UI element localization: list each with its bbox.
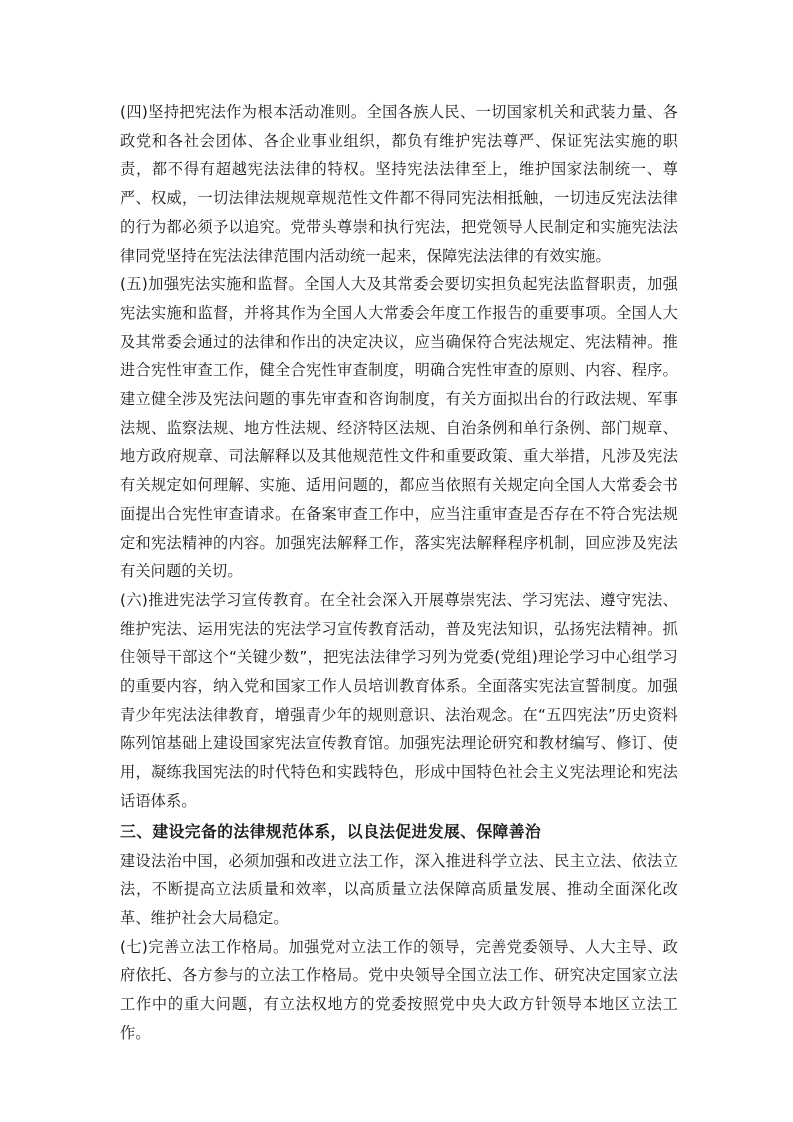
paragraph-principle-five: (五)加强宪法实施和监督。全国人大及其常委会要切实担负起宪法监督职责，加强宪法实施和监督，并将其作为全国人大常委会年度工作报告的重要事项。全国人大及其常委会通过的法律和作出的决定决议，应当确保符合宪法规定、宪法精神。推进合宪性审查工作，健全合宪性审查制度，明确合宪性审查的原则、内容、程序。建立健全涉及宪法问题的事先审查和咨询制度，有关方面拟出台的行政法规、军事法规、监察法规、地方性法规、经济特区法规、自治条例和单行条例、部门规章、地方政府规章、司法解释以及其他规范性文件和重要政策、重大举措，凡涉及宪法有关规定如何理解、实施、适用问题的，都应当依照有关规定向全国人大常委会书面提出合宪性审查请求。在备案审查工作中，应当注重审查是否存在不符合宪法规定和宪法精神的内容。加强宪法解释工作，落实宪法解释程序机制，回应涉及宪法有关问题的关切。 xyxy=(120,275,678,581)
document-page xyxy=(120,98,678,1048)
paragraph-principle-seven: (七)完善立法工作格局。加强党对立法工作的领导，完善党委领导、人大主导、政府依托、各方参与的立法工作格局。党中央领导全国立法工作、研究决定国家立法工作中的重大问题，有立法权地方的党委按照党中央大政方针领导本地区立法工作。 xyxy=(120,937,678,1042)
paragraph-principle-four: (四)坚持把宪法作为根本活动准则。全国各族人民、一切国家机关和武装力量、各政党和各社会团体、各企业事业组织，都负有维护宪法尊严、保证宪法实施的职责，都不得有超越宪法法律的特权。坚持宪法法律至上，维护国家法制统一、尊严、权威，一切法律法规规章规范性文件都不得同宪法相抵触，一切违反宪法法律的行为都必须予以追究。党带头尊崇和执行宪法，把党领导人民制定和实施宪法法律同党坚持在宪法法律范围内活动统一起来，保障宪法法律的有效实施。 xyxy=(120,103,678,265)
paragraph-principle-six: (六)推进宪法学习宣传教育。在全社会深入开展尊崇宪法、学习宪法、遵守宪法、维护宪法、运用宪法的宪法学习宣传教育活动，普及宪法知识，弘扬宪法精神。抓住领导干部这个“关键少数”，把宪法法律学习列为党委(党组)理论学习中心组学习的重要内容，纳入党和国家工作人员培训教育体系。全面落实宪法宣誓制度。加强青少年宪法法律教育，增强青少年的规则意识、法治观念。在“五四宪法”历史资料陈列馆基础上建设国家宪法宣传教育馆。加强宪法理论研究和教材编写、修订、使用，凝练我国宪法的时代特色和实践特色，形成中国特色社会主义宪法理论和宪法话语体系。 xyxy=(120,590,678,810)
section-heading-three: 三、建设完备的法律规范体系，以良法促进发展、保障善治 xyxy=(120,821,542,841)
paragraph-section-intro: 建设法治中国，必须加强和改进立法工作，深入推进科学立法、民主立法、依法立法，不断提高立法质量和效率，以高质量立法保障高质量发展、推动全面深化改革、维护社会大局稳定。 xyxy=(120,851,678,927)
